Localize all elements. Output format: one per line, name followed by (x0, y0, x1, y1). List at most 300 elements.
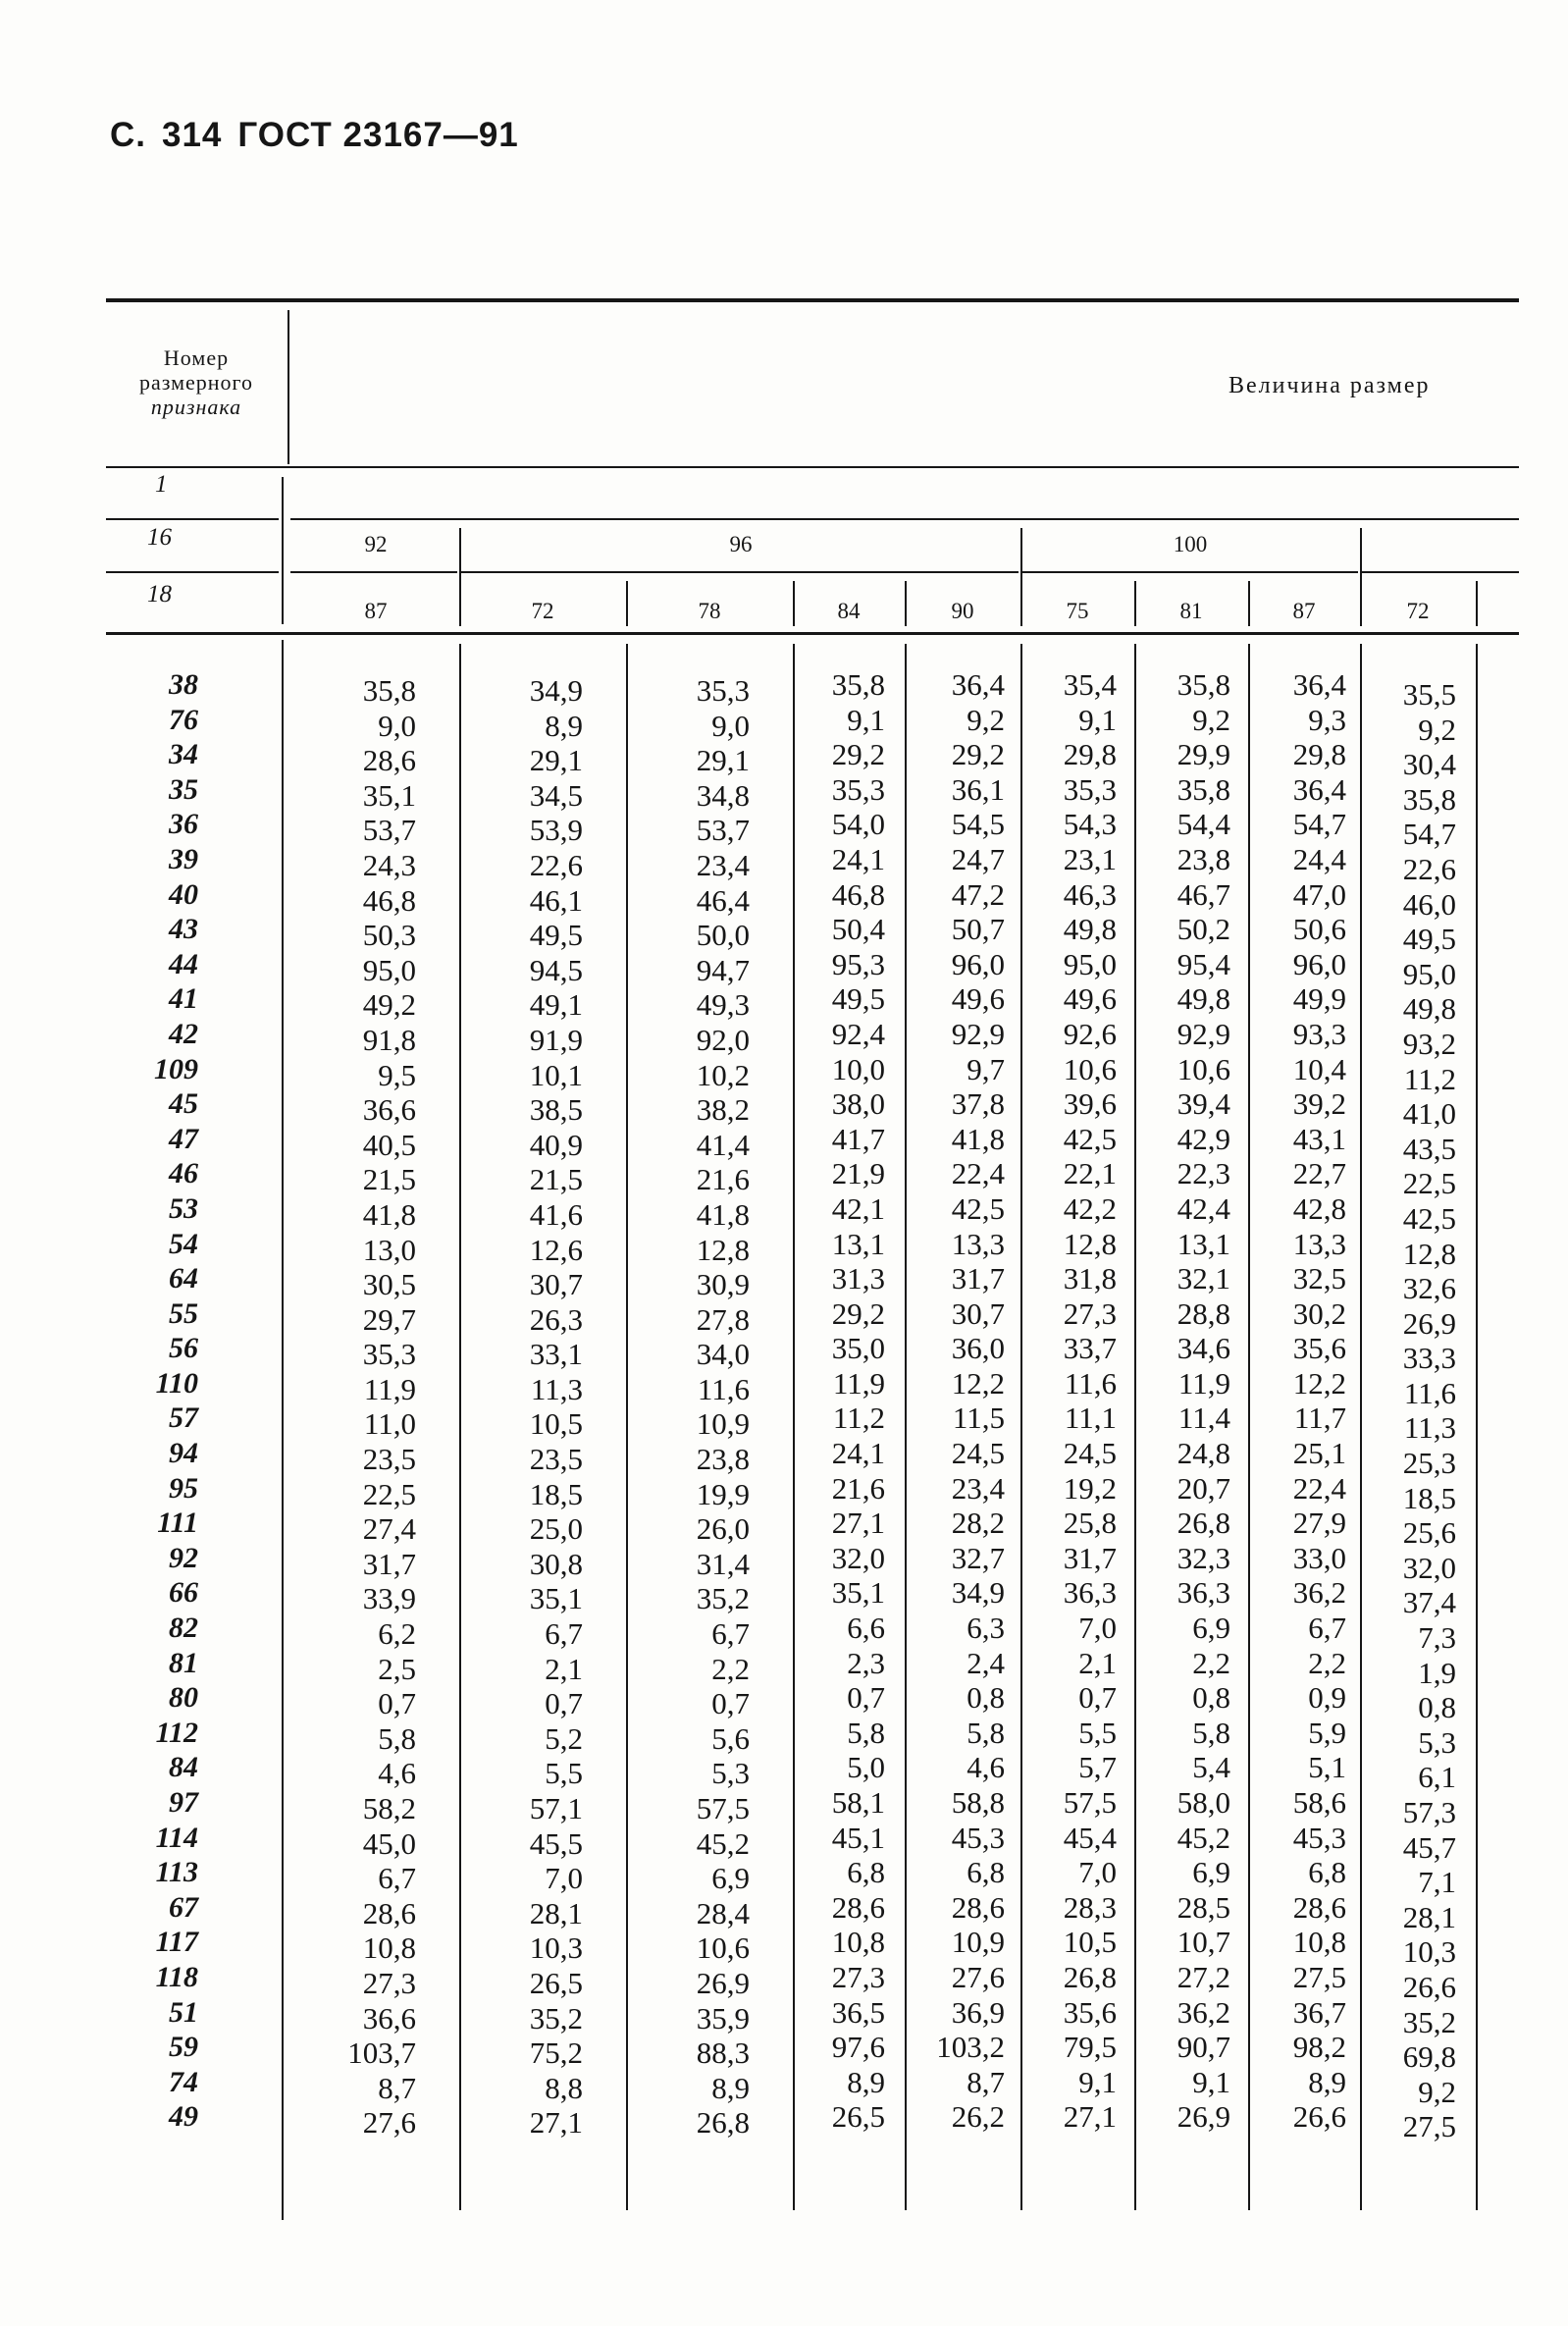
table-cell: 53,9 (529, 813, 583, 848)
table-cell: 9,3 (1308, 702, 1346, 737)
table-cell: 29,9 (1176, 737, 1230, 772)
table-cell: 42,2 (1063, 1190, 1117, 1226)
table-cell: 9,1 (847, 702, 885, 737)
table-cell: 5,5 (1078, 1715, 1117, 1750)
stub-divider (282, 477, 284, 624)
column-header: 81 (1179, 599, 1203, 623)
table-cell: 5,4 (1192, 1750, 1230, 1785)
table-cell: 28,1 (529, 1895, 583, 1930)
table-cell: 41,7 (831, 1121, 885, 1156)
table-cell: 35,8 (362, 673, 416, 708)
table-cell: 50,7 (951, 912, 1005, 947)
table-cell: 2,1 (1078, 1645, 1117, 1680)
table-cell: 28,6 (362, 1895, 416, 1930)
row-label: 95 (169, 1471, 198, 1505)
stub-title (110, 345, 283, 419)
table-cell: 10,8 (831, 1925, 885, 1960)
table-cell: 46,4 (696, 882, 750, 918)
table-cell: 33,7 (1063, 1331, 1117, 1366)
table-cell: 6,2 (378, 1616, 416, 1652)
table-cell: 22,5 (362, 1476, 416, 1511)
table-cell: 91,9 (529, 1022, 583, 1057)
data-column (907, 667, 1005, 2135)
table-cell: 2,5 (378, 1651, 416, 1686)
table-cell: 49,9 (1292, 981, 1346, 1017)
row-label: 80 (169, 1681, 198, 1715)
table-cell: 5,9 (1308, 1715, 1346, 1750)
table-cell: 7,3 (1418, 1620, 1456, 1656)
row-label: 109 (154, 1052, 198, 1085)
table-cell: 36,9 (951, 1994, 1005, 2030)
page-header (110, 116, 535, 155)
table-cell: 49,1 (529, 987, 583, 1023)
table-cell: 25,3 (1402, 1446, 1456, 1481)
row-label: 36 (169, 808, 198, 841)
table-cell: 6,7 (711, 1616, 750, 1652)
table-cell: 46,0 (1402, 886, 1456, 922)
table-cell: 13,3 (1292, 1226, 1346, 1261)
table-cell: 30,2 (1292, 1295, 1346, 1331)
table-cell: 8,7 (967, 2064, 1005, 2099)
row-label: 47 (169, 1122, 198, 1155)
table-cell: 43,1 (1292, 1121, 1346, 1156)
table-cell: 39,2 (1292, 1086, 1346, 1122)
table-cell: 29,2 (831, 1295, 885, 1331)
table-cell: 54,7 (1292, 807, 1346, 842)
table-cell: 31,7 (951, 1261, 1005, 1296)
table-cell: 92,9 (951, 1016, 1005, 1051)
table-cell: 58,1 (831, 1785, 885, 1820)
table-cell: 32,1 (1176, 1261, 1230, 1296)
table-cell: 50,2 (1176, 912, 1230, 947)
table-cell: 8,8 (545, 2070, 583, 2105)
table-cell: 6,6 (847, 1611, 885, 1646)
table-cell: 38,0 (831, 1086, 885, 1122)
table-cell: 22,1 (1063, 1156, 1117, 1191)
table-cell: 42,5 (1402, 1200, 1456, 1236)
table-cell: 2,2 (711, 1651, 750, 1686)
table-cell: 36,2 (1176, 1994, 1230, 2030)
stub-rule-1 (106, 518, 279, 520)
table-cell: 26,8 (1176, 1506, 1230, 1541)
table-cell: 32,0 (1402, 1550, 1456, 1585)
table-cell: 24,4 (1292, 841, 1346, 876)
table-cell: 95,3 (831, 946, 885, 981)
table-cell: 26,2 (951, 2099, 1005, 2135)
table-cell: 9,5 (378, 1057, 416, 1092)
table-cell: 33,9 (362, 1581, 416, 1616)
page-prefix: С. (110, 116, 146, 154)
table-cell: 8,9 (711, 2070, 750, 2105)
table-cell: 95,0 (1063, 946, 1117, 981)
table-cell: 20,7 (1176, 1470, 1230, 1506)
body-col-rule-9 (1476, 644, 1478, 2210)
data-column (1136, 667, 1230, 2135)
table-cell: 26,3 (529, 1301, 583, 1337)
table-cell: 34,9 (951, 1575, 1005, 1611)
table-cell: 6,8 (967, 1855, 1005, 1890)
table-cell: 49,6 (1063, 981, 1117, 1017)
group-underline-96 (461, 571, 1019, 573)
table-cell: 27,2 (1176, 1959, 1230, 1994)
table-cell: 57,5 (696, 1791, 750, 1825)
table-cell: 25,0 (529, 1511, 583, 1547)
table-cell: 10,6 (1063, 1051, 1117, 1086)
table-cell: 49,8 (1402, 991, 1456, 1027)
table-cell: 35,2 (529, 2000, 583, 2035)
table-cell: 35,3 (696, 673, 750, 708)
table-cell: 92,6 (1063, 1016, 1117, 1051)
table-cell: 9,1 (1192, 2064, 1230, 2099)
table-cell: 11,7 (1293, 1401, 1346, 1436)
table-cell: 29,2 (951, 737, 1005, 772)
table-cell: 50,3 (362, 918, 416, 953)
table-cell: 18,5 (1402, 1480, 1456, 1515)
table-cell: 50,6 (1292, 912, 1346, 947)
table-cell: 39,4 (1176, 1086, 1230, 1122)
table-cell: 27,4 (362, 1511, 416, 1547)
row-label: 59 (169, 2031, 198, 2064)
row-label: 110 (155, 1366, 198, 1400)
table-cell: 35,4 (1063, 667, 1117, 702)
table-cell: 35,2 (696, 1581, 750, 1616)
row-label: 76 (169, 703, 198, 736)
table-cell: 31,7 (1063, 1540, 1117, 1575)
table-cell: 0,7 (545, 1686, 583, 1721)
group-underline-next (1362, 571, 1519, 573)
table-cell: 37,8 (951, 1086, 1005, 1122)
table-cell: 7,0 (1078, 1855, 1117, 1890)
table-cell: 29,7 (362, 1301, 416, 1337)
table-cell: 95,0 (1402, 956, 1456, 991)
table-cell: 96,0 (951, 946, 1005, 981)
table-cell: 49,5 (529, 918, 583, 953)
table-cell: 7,0 (545, 1861, 583, 1896)
table-cell: 103,7 (347, 2035, 416, 2071)
table-cell: 31,3 (831, 1261, 885, 1296)
table-cell: 10,0 (831, 1051, 885, 1086)
table-cell: 27,3 (1063, 1295, 1117, 1331)
table-cell: 18,5 (529, 1476, 583, 1511)
table-cell: 11,4 (1177, 1401, 1230, 1436)
table-cell: 13,3 (951, 1226, 1005, 1261)
table-cell: 2,4 (967, 1645, 1005, 1680)
table-cell: 35,1 (529, 1581, 583, 1616)
stub-index: 18 (147, 581, 172, 608)
table-cell: 26,8 (1063, 1959, 1117, 1994)
table-cell: 40,9 (529, 1127, 583, 1162)
table-cell: 21,5 (529, 1162, 583, 1197)
table-cell: 28,2 (951, 1506, 1005, 1541)
table-cell: 24,1 (831, 841, 885, 876)
table-cell: 36,4 (951, 667, 1005, 702)
table-cell: 23,1 (1063, 841, 1117, 876)
table-cell: 27,3 (831, 1959, 885, 1994)
table-cell: 45,3 (1292, 1820, 1346, 1855)
table-cell: 50,0 (696, 918, 750, 953)
data-column (628, 673, 750, 2141)
table-cell: 41,6 (529, 1196, 583, 1232)
table-cell: 5,7 (1078, 1750, 1117, 1785)
table-cell: 27,5 (1292, 1959, 1346, 1994)
table-cell: 10,2 (696, 1057, 750, 1092)
table-cell: 0,7 (847, 1680, 885, 1716)
table-cell: 54,7 (1402, 817, 1456, 852)
standard-code: ГОСТ 23167—91 (237, 116, 519, 154)
table-cell: 27,1 (529, 2105, 583, 2141)
table-cell: 29,8 (1063, 737, 1117, 772)
table-cell: 45,2 (696, 1825, 750, 1861)
data-column (1022, 667, 1117, 2135)
table-cell: 5,8 (847, 1715, 885, 1750)
table-cell: 22,3 (1176, 1156, 1230, 1191)
table-cell: 45,1 (831, 1820, 885, 1855)
table-cell: 35,6 (1063, 1994, 1117, 2030)
table-cell: 8,9 (545, 708, 583, 743)
table-cell: 0,7 (711, 1686, 750, 1721)
row-label: 94 (169, 1437, 198, 1470)
table-cell: 58,0 (1176, 1785, 1230, 1820)
table-cell: 10,8 (362, 1930, 416, 1966)
table-cell: 6,9 (1192, 1611, 1230, 1646)
stub-title-line: Номер (163, 345, 230, 370)
table-cell: 46,8 (831, 876, 885, 912)
stub-index: 16 (147, 524, 172, 551)
table-cell: 9,2 (1418, 712, 1456, 747)
table-cell: 27,3 (362, 1965, 416, 2000)
column-header: 78 (698, 599, 721, 623)
table-cell: 31,4 (696, 1546, 750, 1581)
table-cell: 36,0 (951, 1331, 1005, 1366)
table-cell: 10,8 (1292, 1925, 1346, 1960)
group-underline-92 (290, 571, 457, 573)
table-cell: 22,4 (1292, 1470, 1346, 1506)
table-cell: 12,6 (529, 1232, 583, 1267)
table-cell: 45,4 (1063, 1820, 1117, 1855)
table-cell: 6,8 (847, 1855, 885, 1890)
table-cell: 42,8 (1292, 1190, 1346, 1226)
group-underline-100 (1022, 571, 1358, 573)
row-label: 57 (169, 1401, 198, 1435)
table-cell: 54,0 (831, 807, 885, 842)
row-label: 51 (169, 1995, 198, 2029)
table-cell: 29,1 (696, 743, 750, 778)
table-cell: 5,8 (1192, 1715, 1230, 1750)
table-cell: 28,8 (1176, 1295, 1230, 1331)
table-cell: 0,9 (1308, 1680, 1346, 1716)
table-cell: 4,6 (967, 1750, 1005, 1785)
table-cell: 35,6 (1292, 1331, 1346, 1366)
table-cell: 57,5 (1063, 1785, 1117, 1820)
table-cell: 27,1 (831, 1506, 885, 1541)
row-label: 66 (169, 1576, 198, 1610)
table-cell: 10,6 (1176, 1051, 1230, 1086)
table-cell: 32,0 (831, 1540, 885, 1575)
table-cell: 5,1 (1308, 1750, 1346, 1785)
table-cell: 42,1 (831, 1190, 885, 1226)
table-cell: 36,3 (1063, 1575, 1117, 1611)
table-cell: 98,2 (1292, 2030, 1346, 2065)
table-cell: 6,7 (545, 1616, 583, 1652)
table-cell: 27,6 (951, 1959, 1005, 1994)
table-cell: 47,2 (951, 876, 1005, 912)
table-cell: 9,0 (711, 708, 750, 743)
table-cell: 0,7 (1078, 1680, 1117, 1716)
table-cell: 26,6 (1292, 2099, 1346, 2135)
table-cell: 42,5 (951, 1190, 1005, 1226)
table-cell: 45,3 (951, 1820, 1005, 1855)
table-cell: 45,5 (529, 1825, 583, 1861)
table-cell: 38,5 (529, 1092, 583, 1128)
table-cell: 11,6 (1064, 1365, 1117, 1401)
table-cell: 11,9 (832, 1365, 885, 1401)
table-cell: 0,8 (967, 1680, 1005, 1716)
table-cell: 26,8 (696, 2105, 750, 2141)
table-cell: 11,3 (530, 1371, 583, 1406)
table-cell: 30,8 (529, 1546, 583, 1581)
table-cell: 8,9 (1308, 2064, 1346, 2099)
table-cell: 35,0 (831, 1331, 885, 1366)
table-cell: 7,1 (1418, 1865, 1456, 1900)
table-cell: 79,5 (1063, 2030, 1117, 2065)
row-label: 53 (169, 1191, 198, 1225)
table-cell: 34,5 (529, 777, 583, 813)
table-cell: 10,9 (951, 1925, 1005, 1960)
table-cell: 9,2 (967, 702, 1005, 737)
table-cell: 23,8 (1176, 841, 1230, 876)
table-top-rule (106, 298, 1519, 302)
row-label: 113 (155, 1856, 198, 1889)
table-cell: 39,6 (1063, 1086, 1117, 1122)
row-label: 40 (169, 877, 198, 911)
table-cell: 26,6 (1402, 1969, 1456, 2004)
table-cell: 49,8 (1063, 912, 1117, 947)
data-column (1362, 677, 1456, 2144)
row-label: 38 (169, 668, 198, 701)
table-cell: 31,7 (362, 1546, 416, 1581)
table-cell: 38,2 (696, 1092, 750, 1128)
table-cell: 9,7 (967, 1051, 1005, 1086)
table-cell: 27,6 (362, 2105, 416, 2141)
table-cell: 21,9 (831, 1156, 885, 1191)
table-cell: 49,6 (951, 981, 1005, 1017)
table-cell: 8,9 (847, 2064, 885, 2099)
column-header: 87 (364, 599, 388, 623)
table-cell: 36,6 (362, 1092, 416, 1128)
column-header: 90 (951, 599, 974, 623)
table-cell: 46,3 (1063, 876, 1117, 912)
header-rule-1 (106, 466, 1519, 468)
row-label: 54 (169, 1227, 198, 1260)
stub-divider-body (282, 640, 284, 2220)
table-cell: 32,7 (951, 1540, 1005, 1575)
table-cell: 13,1 (1176, 1226, 1230, 1261)
table-cell: 5,5 (545, 1756, 583, 1791)
table-cell: 19,2 (1063, 1470, 1117, 1506)
table-cell: 6,1 (1418, 1760, 1456, 1795)
table-cell: 33,0 (1292, 1540, 1346, 1575)
table-cell: 10,5 (529, 1406, 583, 1442)
table-cell: 36,4 (1292, 667, 1346, 702)
table-cell: 25,6 (1402, 1515, 1456, 1551)
table-cell: 28,6 (831, 1889, 885, 1925)
table-cell: 93,3 (1292, 1016, 1346, 1051)
table-cell: 5,8 (967, 1715, 1005, 1750)
table-cell: 41,8 (696, 1196, 750, 1232)
table-cell: 10,5 (1063, 1925, 1117, 1960)
table-cell: 90,7 (1176, 2030, 1230, 2065)
table-cell: 6,8 (1308, 1855, 1346, 1890)
table-cell: 35,8 (831, 667, 885, 702)
row-label: 111 (157, 1507, 198, 1540)
table-cell: 26,9 (696, 1965, 750, 2000)
table-cell: 45,0 (362, 1825, 416, 1861)
table-cell: 6,7 (378, 1861, 416, 1896)
table-cell: 49,5 (831, 981, 885, 1017)
table-cell: 92,9 (1176, 1016, 1230, 1051)
table-cell: 36,3 (1176, 1575, 1230, 1611)
table-cell: 7,0 (1078, 1611, 1117, 1646)
table-cell: 49,3 (696, 987, 750, 1023)
row-label: 97 (169, 1786, 198, 1819)
table-cell: 88,3 (696, 2035, 750, 2071)
table-cell: 36,4 (1292, 771, 1346, 807)
table-cell: 26,5 (831, 2099, 885, 2135)
table-cell: 41,8 (362, 1196, 416, 1232)
table-cell: 10,1 (529, 1057, 583, 1092)
row-label: 46 (169, 1157, 198, 1190)
table-cell: 10,6 (696, 1930, 750, 1966)
table-cell: 12,2 (951, 1365, 1005, 1401)
row-label: 84 (169, 1751, 198, 1784)
table-cell: 24,8 (1176, 1436, 1230, 1471)
row-label: 114 (155, 1821, 198, 1854)
table-cell: 35,3 (1063, 771, 1117, 807)
table-cell: 11,5 (952, 1401, 1005, 1436)
table-cell: 28,6 (1292, 1889, 1346, 1925)
table-cell: 28,3 (1063, 1889, 1117, 1925)
table-cell: 10,4 (1292, 1051, 1346, 1086)
table-cell: 12,2 (1292, 1365, 1346, 1401)
table-cell: 2,1 (545, 1651, 583, 1686)
table-cell: 32,3 (1176, 1540, 1230, 1575)
table-cell: 54,4 (1176, 807, 1230, 842)
row-label: 45 (169, 1087, 198, 1121)
row-label: 49 (169, 2100, 198, 2134)
table-cell: 35,1 (362, 777, 416, 813)
table-cell: 49,5 (1402, 922, 1456, 957)
table-cell: 6,3 (967, 1611, 1005, 1646)
table-cell: 49,2 (362, 987, 416, 1023)
table-cell: 35,3 (831, 771, 885, 807)
table-cell: 29,8 (1292, 737, 1346, 772)
table-cell: 13,0 (362, 1232, 416, 1267)
table-cell: 50,4 (831, 912, 885, 947)
row-labels (110, 667, 198, 2135)
row-label: 81 (169, 1646, 198, 1679)
table-cell: 94,7 (696, 952, 750, 987)
table-cell: 5,3 (1418, 1724, 1456, 1760)
table-cell: 21,5 (362, 1162, 416, 1197)
table-cell: 28,6 (951, 1889, 1005, 1925)
table-cell: 30,7 (951, 1295, 1005, 1331)
table-cell: 41,8 (951, 1121, 1005, 1156)
table-cell: 34,9 (529, 673, 583, 708)
table-cell: 36,1 (951, 771, 1005, 807)
table-cell: 49,8 (1176, 981, 1230, 1017)
table-cell: 11,6 (697, 1371, 750, 1406)
table-cell: 34,6 (1176, 1331, 1230, 1366)
